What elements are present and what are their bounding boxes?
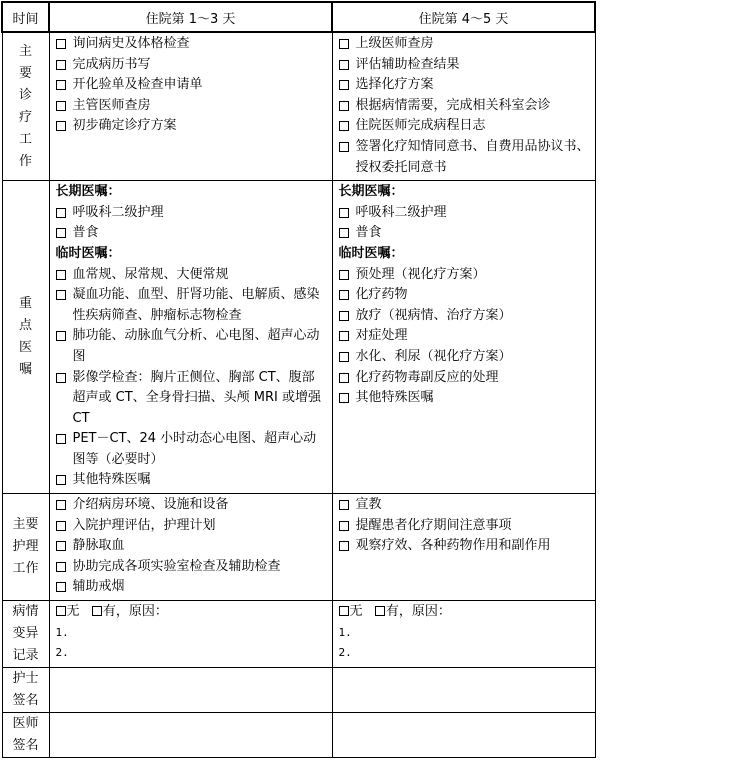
checkbox[interactable]	[56, 290, 66, 300]
header-time: 时间	[2, 2, 49, 32]
row-label-line: 医师	[12, 716, 39, 732]
checklist-item	[56, 536, 328, 557]
row-label-line: 主要	[12, 517, 39, 533]
checkbox[interactable]	[56, 270, 66, 280]
long-term-orders-title: 长期医嘱：	[55, 184, 121, 200]
row-label-main-work	[2, 32, 49, 181]
checklist-item-label: 对症处理	[355, 328, 408, 344]
checkbox[interactable]	[339, 393, 349, 403]
checkbox[interactable]	[56, 60, 66, 70]
nursing-day-4-5	[333, 494, 595, 559]
row-label-line: 主	[18, 43, 32, 59]
checklist-item-label: 放疗（视病情、治疗方案）	[355, 307, 512, 323]
variation-none-label: 无	[349, 604, 363, 620]
checklist-item-label: 其他特殊医嘱	[72, 472, 151, 488]
checkbox[interactable]	[339, 101, 349, 111]
checkbox[interactable]	[339, 331, 349, 341]
checkbox[interactable]	[56, 541, 66, 551]
checklist-item	[339, 326, 591, 347]
checklist-item-label: 介绍病房环境、设施和设备	[72, 497, 229, 513]
checklist-item	[56, 96, 328, 117]
checkbox[interactable]	[56, 475, 66, 485]
checklist-item	[339, 223, 591, 244]
checklist-item-label: PET－CT、24 小时动态心电图、超声心动图等（必要时）	[72, 431, 317, 467]
row-label-line: 记录	[12, 648, 39, 664]
checkbox[interactable]	[56, 521, 66, 531]
row-label-orders	[2, 181, 49, 494]
checklist-item-label: 开化验单及检查申请单	[72, 77, 203, 93]
variation-day-1-3	[50, 601, 332, 666]
checkbox[interactable]	[339, 352, 349, 362]
checklist-item	[339, 516, 591, 537]
checklist-item	[56, 495, 328, 516]
checklist-item-label: 化疗药物	[355, 287, 408, 303]
checklist-item	[339, 536, 591, 557]
checklist-item	[339, 75, 591, 96]
checkbox[interactable]	[56, 562, 66, 572]
doctor-sign-day-1-3[interactable]	[49, 713, 332, 758]
checklist-item-label: 水化、利尿（视化疗方案）	[355, 348, 512, 364]
long-term-orders-title: 长期医嘱：	[338, 184, 404, 200]
checklist-item-label: 其他特殊医嘱	[355, 390, 434, 406]
checklist-item	[339, 265, 591, 286]
checklist-item	[339, 137, 591, 178]
row-label-line: 护士	[12, 671, 39, 687]
variation-yes-label: 有，原因：	[385, 604, 451, 620]
checklist-item-label: 提醒患者化疗期间注意事项	[355, 517, 512, 533]
checklist-item-label: 住院医师完成病程日志	[355, 118, 486, 134]
row-label-line: 点	[18, 318, 32, 334]
checklist-item	[56, 577, 328, 598]
checklist-item-label: 普食	[72, 225, 99, 241]
row-label-line: 嘱	[18, 362, 32, 378]
checklist-item-label: 影像学检查：胸片正侧位、胸部 CT、腹部超声或 CT、全身骨扫描、头颅 MRI 或增强 CT	[72, 369, 321, 426]
checklist-item	[56, 326, 328, 367]
doctor-sign-day-4-5[interactable]	[332, 713, 595, 758]
checklist-item-label: 初步确定诊疗方案	[72, 118, 177, 134]
row-variation	[2, 601, 595, 668]
checklist-item	[56, 368, 328, 430]
spacer	[80, 604, 92, 619]
checkbox[interactable]	[56, 228, 66, 238]
nursing-day-1-3	[50, 494, 332, 600]
checkbox[interactable]	[56, 80, 66, 90]
checklist-item-label: 上级医师查房	[355, 36, 434, 51]
spacer	[363, 604, 375, 619]
row-label-line: 变异	[12, 626, 39, 642]
checklist-item	[56, 55, 328, 76]
row-label-doctor-sign	[2, 713, 49, 758]
orders-day-1-3	[50, 181, 332, 493]
row-doctor-sign	[2, 713, 595, 758]
checkbox[interactable]	[339, 500, 349, 510]
checklist-item	[56, 34, 328, 55]
checklist-item	[339, 388, 591, 409]
checklist-item-label: 辅助戒烟	[72, 579, 125, 595]
checkbox[interactable]	[56, 582, 66, 592]
checklist-item-label: 评估辅助检查结果	[355, 56, 460, 72]
variation-reason-line[interactable]: 1.	[338, 625, 352, 639]
checklist-item	[339, 495, 591, 516]
variation-day-4-5	[333, 601, 595, 666]
checklist-item-label: 主管医师查房	[72, 97, 151, 113]
variation-choice	[339, 602, 591, 623]
checklist-item	[56, 116, 328, 137]
checklist-item-label: 呼吸科二级护理	[355, 204, 447, 220]
orders-day-4-5	[333, 181, 595, 411]
checklist-item-label: 血常规、尿常规、大便常规	[72, 266, 229, 282]
checklist-item	[56, 285, 328, 326]
checklist-item	[339, 203, 591, 224]
checkbox[interactable]	[56, 331, 66, 341]
checklist-item-label: 入院护理评估，护理计划	[72, 517, 216, 533]
row-label-nurse-sign	[2, 668, 49, 713]
checklist-item	[56, 203, 328, 224]
row-label-line: 签名	[12, 693, 39, 709]
checkbox[interactable]	[339, 142, 349, 152]
nurse-sign-day-1-3[interactable]	[49, 668, 332, 713]
checklist-item-label: 协助完成各项实验室检查及辅助检查	[72, 558, 281, 574]
row-label-line: 诊	[18, 87, 32, 103]
header-day-1-3: 住院第 1～3 天	[49, 2, 332, 32]
checklist-item	[339, 347, 591, 368]
checkbox[interactable]	[56, 121, 66, 131]
checkbox[interactable]	[339, 521, 349, 531]
row-label-line: 护理	[12, 539, 39, 555]
checklist-item	[339, 368, 591, 389]
checklist-item	[56, 265, 328, 286]
checkbox[interactable]	[56, 39, 66, 49]
row-main-work	[2, 32, 595, 181]
checklist-item-label: 凝血功能、血型、肝肾功能、电解质、感染性疾病筛查、肿瘤标志物检查	[72, 287, 320, 323]
checkbox[interactable]	[339, 290, 349, 300]
checkbox[interactable]	[56, 373, 66, 383]
checkbox[interactable]	[339, 39, 349, 49]
clinical-pathway-table	[1, 1, 596, 758]
checklist-item	[56, 557, 328, 578]
checklist-item-label: 选择化疗方案	[355, 77, 434, 93]
row-label-line: 工	[18, 131, 32, 147]
checkbox[interactable]	[339, 270, 349, 280]
checklist-item	[339, 34, 591, 55]
variation-reason-line[interactable]: 1.	[55, 625, 69, 639]
checklist-item-label: 肺功能、动脉血气分析、心电图、超声心动图	[72, 328, 320, 364]
checklist-item-label: 化疗药物毒副反应的处理	[355, 369, 499, 385]
checkbox[interactable]	[339, 208, 349, 218]
row-label-line: 作	[18, 153, 32, 169]
row-label-line: 签名	[12, 738, 39, 754]
checklist-item	[56, 223, 328, 244]
checkbox[interactable]	[56, 208, 66, 218]
checkbox-none[interactable]	[339, 606, 349, 616]
checklist-item-label: 静脉取血	[72, 538, 125, 554]
row-label-line: 医	[18, 340, 32, 356]
row-label-nursing	[2, 494, 49, 601]
row-nurse-sign	[2, 668, 595, 713]
variation-reason-line[interactable]: 2.	[338, 646, 352, 660]
checklist-item-label: 根据病情需要，完成相关科室会诊	[355, 97, 551, 113]
header-day-4-5: 住院第 4～5 天	[332, 2, 595, 32]
checklist-item-label: 询问病史及体格检查	[72, 36, 190, 51]
temporary-orders-title: 临时医嘱：	[338, 245, 404, 261]
row-label-line: 病情	[12, 604, 39, 620]
checklist-item-label: 预处理（视化疗方案）	[355, 266, 486, 282]
checklist-item-label: 签署化疗知情同意书、自费用品协议书、授权委托同意书	[355, 138, 590, 175]
nurse-sign-day-4-5[interactable]	[332, 668, 595, 713]
checkbox[interactable]	[339, 60, 349, 70]
temporary-orders-title: 临时医嘱：	[55, 245, 121, 261]
variation-reason-line[interactable]: 2.	[55, 646, 69, 660]
checkbox[interactable]	[339, 121, 349, 131]
checklist-item	[339, 306, 591, 327]
checkbox[interactable]	[339, 311, 349, 321]
checkbox[interactable]	[56, 101, 66, 111]
checklist-item-label: 呼吸科二级护理	[72, 204, 164, 220]
checklist-item-label: 普食	[355, 225, 382, 241]
header-row	[2, 2, 595, 32]
main-work-day-1-3	[50, 33, 332, 139]
variation-yes-label: 有，原因：	[102, 604, 168, 620]
checklist-item	[56, 470, 328, 491]
row-label-line: 重	[18, 296, 32, 312]
row-label-line: 要	[18, 65, 32, 81]
checkbox[interactable]	[339, 228, 349, 238]
variation-choice	[56, 602, 328, 623]
checkbox[interactable]	[339, 80, 349, 90]
row-orders	[2, 181, 595, 494]
main-work-day-4-5	[333, 33, 595, 180]
variation-none-label: 无	[66, 604, 80, 620]
checklist-item	[339, 96, 591, 117]
checklist-item	[339, 285, 591, 306]
checkbox[interactable]	[339, 541, 349, 551]
checkbox-yes[interactable]	[375, 606, 385, 616]
checkbox[interactable]	[339, 373, 349, 383]
checklist-item	[56, 516, 328, 537]
checkbox[interactable]	[56, 500, 66, 510]
row-label-line: 疗	[18, 109, 32, 125]
checklist-item-label: 观察疗效、各种药物作用和副作用	[355, 538, 551, 554]
checklist-item	[56, 75, 328, 96]
checkbox-yes[interactable]	[92, 606, 102, 616]
row-label-line: 工作	[12, 561, 39, 577]
checklist-item	[339, 116, 591, 137]
checklist-item	[56, 429, 328, 470]
row-label-variation	[2, 601, 49, 668]
checklist-item-label: 宣教	[355, 497, 382, 513]
checklist-item-label: 完成病历书写	[72, 56, 151, 72]
row-nursing	[2, 494, 595, 601]
checklist-item	[339, 55, 591, 76]
checkbox-none[interactable]	[56, 606, 66, 616]
checkbox[interactable]	[56, 434, 66, 444]
